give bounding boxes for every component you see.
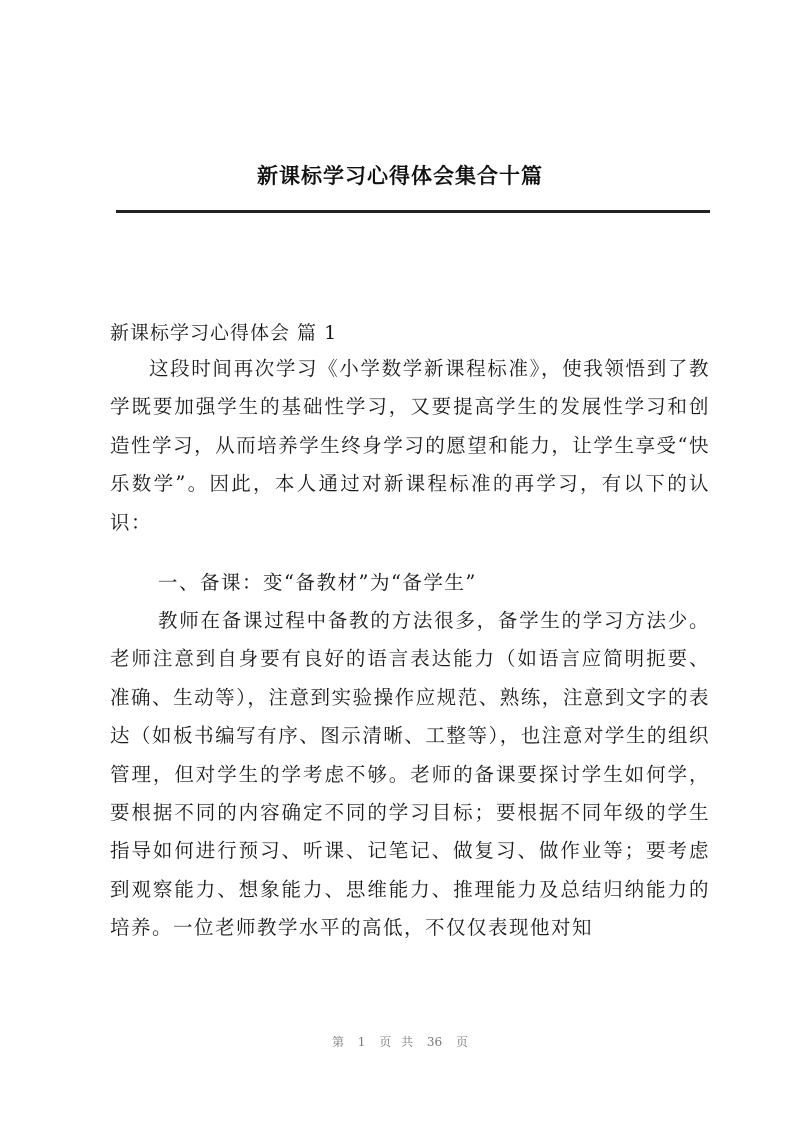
document-title: 新课标学习心得体会集合十篇 <box>257 164 543 188</box>
section-heading: 新课标学习心得体会 篇 1 <box>110 322 338 344</box>
footer-label-pages: 页 <box>456 1035 469 1049</box>
page-footer <box>0 1033 800 1050</box>
paragraph-2: 教师在备课过程中备教的方法很多，备学生的学习方法少。老师注意到自身要有良好的语言表达能力（如语言应简明扼要、准确、生动等），注意到实验操作应规范、熟练，注意到文字的表达（如板书编写有序、图示清晰、工整等），也注意对学生的组织管理，但对学生的学考虑不够。老师的备课要探讨学生如何学，要根据不同的内容确定不同的学习目标；要根据不同年级的学生指导如何进行预习、听课、记笔记、做复习、做作业等；要考虑到观察能力、想象能力、思维能力、推理能力及总结归纳能力的培养。一位老师教学水平的高低，不仅仅表现他对知 <box>110 609 710 940</box>
sub-heading-1: 一、备课：变“备教材”为“备学生” <box>158 571 477 594</box>
footer-label-of: 页 共 <box>379 1035 414 1049</box>
paragraph-1: 这段时间再次学习《小学数学新课程标准》，使我领悟到了教学既要加强学生的基础性学习，又要提高学生的发展性学习和创造性学习，从而培养学生终身学习的愿望和能力，让学生享受“快乐数学”。因此，本人通过对新课程标准的再学习，有以下的认识： <box>110 357 710 534</box>
title-underline <box>116 210 710 213</box>
footer-label-page: 第 <box>331 1035 344 1049</box>
footer-total-pages: 36 <box>426 1035 443 1049</box>
footer-current-page: 1 <box>357 1035 366 1049</box>
